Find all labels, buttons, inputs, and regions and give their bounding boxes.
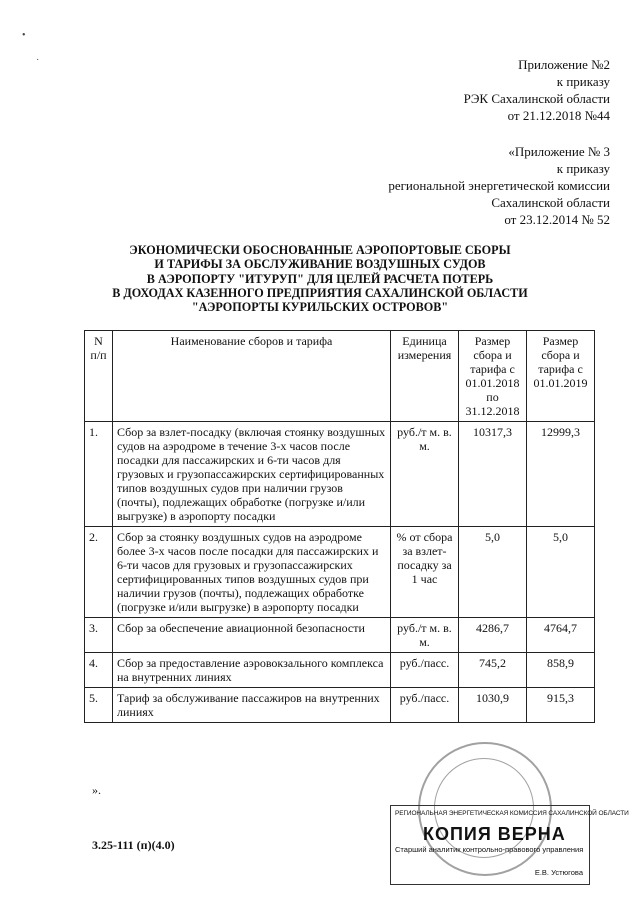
title-line: "АЭРОПОРТЫ КУРИЛЬСКИХ ОСТРОВОВ" — [191, 300, 449, 315]
header-size-2019: Размер сбора и тарифа с 01.01.2019 — [527, 331, 595, 422]
row-value-2018: 745,2 — [459, 653, 527, 688]
row-value-2019: 4764,7 — [527, 618, 595, 653]
stamp-organization: РЕГИОНАЛЬНАЯ ЭНЕРГЕТИЧЕСКАЯ КОМИССИЯ САХАЛИНСКОЙ ОБЛАСТИ — [395, 810, 629, 817]
row-unit: руб./т м. в. м. — [391, 422, 459, 527]
row-name: Сбор за предоставление аэровокзального комплекса на внутренних линиях — [113, 653, 391, 688]
appendix-2-line: к приказу — [556, 74, 610, 89]
header-unit: Единица измерения — [391, 331, 459, 422]
appendix-3-line: региональной энергетической комиссии — [388, 178, 610, 193]
appendix-3-line: к приказу — [556, 161, 610, 176]
row-num: 2. — [85, 527, 113, 618]
title-line: ЭКОНОМИЧЕСКИ ОБОСНОВАННЫЕ АЭРОПОРТОВЫЕ СБОРЫ — [129, 243, 511, 257]
appendix-3-line: Сахалинской области — [491, 195, 610, 210]
row-unit: руб./пасс. — [391, 688, 459, 723]
header-name: Наименование сборов и тарифа — [113, 331, 391, 422]
row-value-2018: 1030,9 — [459, 688, 527, 723]
stamp-signatory: Е.В. Устюгова — [534, 868, 583, 877]
certified-copy-stamp — [390, 805, 629, 885]
stamp-position: Старший аналитик контрольно-правового управления — [395, 845, 584, 854]
tariffs-table — [84, 330, 595, 723]
appendix-2-line: Приложение №2 — [518, 57, 610, 72]
table-header-row — [85, 331, 595, 422]
row-name: Сбор за взлет-посадку (включая стоянку воздушных судов на аэродроме в течение 3-х часов после посадки для пассажирских и 6-ти часов для грузовых и грузопассажирских сертифицированных типов воздушных судов при наличии грузов (почты), подлежащих обработке (погрузке и/или выгрузке) в аэропорту посадки — [113, 422, 391, 527]
appendix-3-line: от 23.12.2014 № 52 — [504, 212, 610, 227]
title-line: И ТАРИФЫ ЗА ОБСЛУЖИВАНИЕ ВОЗДУШНЫХ СУДОВ — [154, 257, 486, 272]
row-name: Сбор за обеспечение авиационной безопасности — [113, 618, 391, 653]
row-value-2019: 858,9 — [527, 653, 595, 688]
row-unit: руб./т м. в. м. — [391, 618, 459, 653]
row-value-2018: 5,0 — [459, 527, 527, 618]
row-value-2019: 5,0 — [527, 527, 595, 618]
row-unit: % от сбора за взлет-посадку за 1 час — [391, 527, 459, 618]
table-row — [85, 422, 595, 527]
row-num: 4. — [85, 653, 113, 688]
row-num: 3. — [85, 618, 113, 653]
document-code: 3.25-111 (п)(4.0) — [92, 838, 175, 852]
document-title — [60, 243, 580, 314]
row-num: 1. — [85, 422, 113, 527]
appendix-2-header — [464, 56, 610, 124]
title-line: В АЭРОПОРТУ "ИТУРУП" ДЛЯ ЦЕЛЕЙ РАСЧЕТА ПОТЕРЬ — [146, 271, 494, 286]
title-line: В ДОХОДАХ КАЗЕННОГО ПРЕДПРИЯТИЯ САХАЛИНСКОЙ ОБЛАСТИ — [112, 285, 528, 300]
header-size-2018: Размер сбора и тарифа с 01.01.2018 по 31.12.2018 — [459, 331, 527, 422]
row-unit: руб./пасс. — [391, 653, 459, 688]
table-row — [85, 688, 595, 723]
row-name: Сбор за стоянку воздушных судов на аэродроме более 3-х часов после посадки для пассажирских и 6-ти часов для грузовых и грузопассажирских сертифицированных типов воздушных судов при наличии грузов (почты), подлежащих обработке (погрузке и/или выгрузке) в аэропорту посадки — [113, 527, 391, 618]
closing-quote: ». — [92, 783, 101, 797]
appendix-2-line: РЭК Сахалинской области — [463, 91, 610, 106]
header-num: N п/п — [85, 331, 113, 422]
appendix-3-header — [388, 143, 610, 228]
row-value-2018: 4286,7 — [459, 618, 527, 653]
appendix-3-line: «Приложение № 3 — [508, 144, 610, 159]
row-name: Тариф за обслуживание пассажиров на внутренних линиях — [113, 688, 391, 723]
scan-speck: ˙ — [36, 58, 40, 69]
table-row — [85, 618, 595, 653]
row-value-2018: 10317,3 — [459, 422, 527, 527]
row-value-2019: 915,3 — [527, 688, 595, 723]
row-num: 5. — [85, 688, 113, 723]
scan-speck: • — [22, 30, 26, 41]
row-value-2019: 12999,3 — [527, 422, 595, 527]
stamp-copy-label: КОПИЯ ВЕРНА — [423, 824, 566, 844]
appendix-2-line: от 21.12.2018 №44 — [507, 108, 610, 123]
table-row — [85, 653, 595, 688]
table-row — [85, 527, 595, 618]
